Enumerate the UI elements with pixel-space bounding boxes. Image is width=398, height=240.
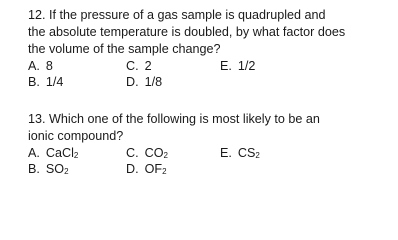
answer-12-e[interactable]	[220, 58, 255, 74]
formula-subscript: 2	[255, 151, 260, 160]
question-12	[28, 7, 390, 92]
answer-13-e[interactable]	[220, 145, 260, 161]
answer-letter: C.	[126, 59, 139, 73]
formula-main: CaCl	[45, 146, 74, 160]
question-12-answers	[28, 58, 390, 92]
answer-letter: B.	[28, 75, 40, 89]
formula-subscript: 2	[163, 151, 168, 160]
answer-12-c[interactable]	[126, 58, 152, 74]
answer-letter: E.	[220, 146, 232, 160]
answer-letter: C.	[126, 146, 139, 160]
question-12-line-1: 12. If the pressure of a gas sample is quadrupled and	[28, 8, 326, 22]
question-12-line-2: the absolute temperature is doubled, by what factor does	[28, 25, 346, 39]
answer-13-d[interactable]	[126, 161, 167, 177]
answer-13-c[interactable]	[126, 145, 168, 161]
formula-main: CO	[144, 146, 164, 160]
formula-main: OF	[144, 162, 163, 176]
formula-subscript: 2	[64, 167, 69, 176]
answer-letter: D.	[126, 75, 139, 89]
answer-letter: E.	[220, 59, 232, 73]
answer-text: 8	[45, 59, 53, 73]
answer-letter: B.	[28, 162, 40, 176]
question-13	[28, 111, 390, 179]
answer-text: 2	[144, 59, 152, 73]
formula-main: SO	[45, 162, 65, 176]
question-13-text	[28, 111, 390, 145]
question-12-line-3: the volume of the sample change?	[28, 42, 221, 56]
question-13-line-1: 13. Which one of the following is most likely to be an	[28, 112, 320, 126]
answer-12-d[interactable]	[126, 74, 162, 90]
question-13-answers	[28, 145, 390, 179]
answer-letter: A.	[28, 59, 40, 73]
answer-12-a[interactable]	[28, 58, 53, 74]
answer-text: 1/2	[237, 59, 256, 73]
answer-text: 1/4	[45, 75, 64, 89]
formula-subscript: 2	[162, 167, 167, 176]
formula-subscript: 2	[73, 151, 79, 160]
formula-main: CS	[237, 146, 256, 160]
answer-13-a[interactable]	[28, 145, 78, 161]
answer-letter: D.	[126, 162, 139, 176]
answer-12-b[interactable]	[28, 74, 63, 90]
answer-letter: A.	[28, 146, 40, 160]
question-13-line-2: ionic compound?	[28, 129, 124, 143]
answer-text: 1/8	[144, 75, 163, 89]
answer-13-b[interactable]	[28, 161, 69, 177]
question-12-text	[28, 7, 390, 58]
